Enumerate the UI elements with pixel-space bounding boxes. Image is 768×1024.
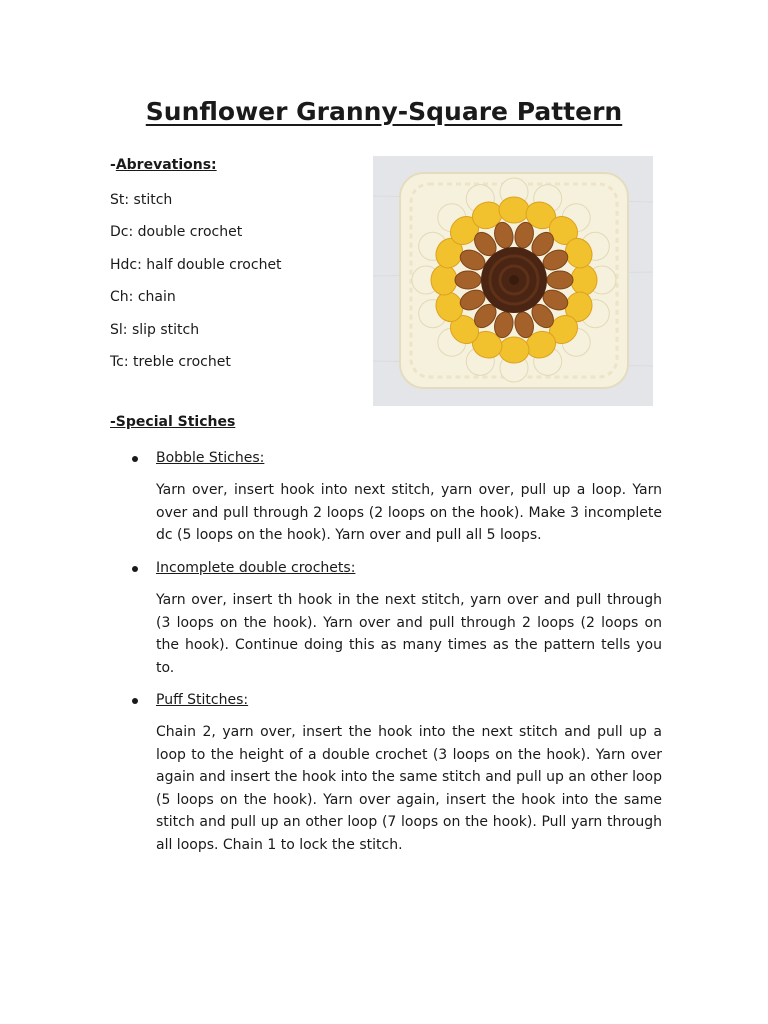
bullet-icon <box>132 456 138 462</box>
abbreviation-item: Hdc: half double crochet <box>110 256 282 273</box>
bobble-stitch-instructions: Yarn over, insert hook into next stitch, yarn over, pull up a loop. Yarn over and pull through 2 loops (2 loops on the hook). Make 3 incomplete dc (5 loops on the hook). Yarn over and pull all 5 loops. <box>156 482 662 543</box>
brown-puff <box>455 271 481 289</box>
incomplete-dc-instructions: Yarn over, insert th hook in the next stitch, yarn over and pull through (3 loops on the hook). Yarn over and pull through 2 loops (2 loops on the hook). Continue doing this as many times as the pattern tells you to. <box>156 592 662 676</box>
abbreviations-heading-prefix: - <box>110 157 116 173</box>
abbreviation-item: Ch: chain <box>110 289 176 306</box>
abbreviation-item: Tc: treble crochet <box>110 353 231 370</box>
bobble-stitch-section <box>132 447 662 547</box>
page-title: Sunflower Granny-Square Pattern <box>145 96 623 126</box>
bullet-icon <box>132 566 138 572</box>
sunflower-granny-square-photo <box>373 156 653 406</box>
incomplete-dc-label: Incomplete double crochets: <box>156 560 356 576</box>
abbreviations-heading <box>110 157 217 173</box>
bobble-stitch-label: Bobble Stiches: <box>156 450 265 466</box>
abbreviations-heading-text: Abrevations: <box>115 157 217 173</box>
abbreviation-item: Sl: slip stitch <box>110 321 200 338</box>
abbreviation-item: Dc: double crochet <box>110 224 243 241</box>
yellow-petal <box>571 265 597 295</box>
puff-stitch-label: Puff Stitches: <box>156 692 249 708</box>
puff-stitch-instructions: Chain 2, yarn over, insert the hook into the next stitch and pull up a loop to the height of a double crochet (3 loops on the hook). Yarn over again and insert the hook into the same stitch and pull up an other loop (5 loops on the hook). Yarn over again, insert the hook into the same stitch and pull up an other loop (7 loops on the hook). Pull yarn through all loops. Chain 1 to lock the stitch. <box>156 724 662 853</box>
abbreviation-item: St: stitch <box>110 192 173 208</box>
special-stitches-heading: -Special Stiches <box>110 414 236 430</box>
puff-stitch-section <box>132 689 662 856</box>
brown-puff <box>547 271 573 289</box>
yellow-petal <box>431 265 457 295</box>
bullet-icon <box>132 698 138 704</box>
abbreviations-list <box>110 190 282 384</box>
yellow-petal <box>499 337 529 363</box>
yellow-petal <box>499 197 529 223</box>
incomplete-dc-section <box>132 557 662 679</box>
